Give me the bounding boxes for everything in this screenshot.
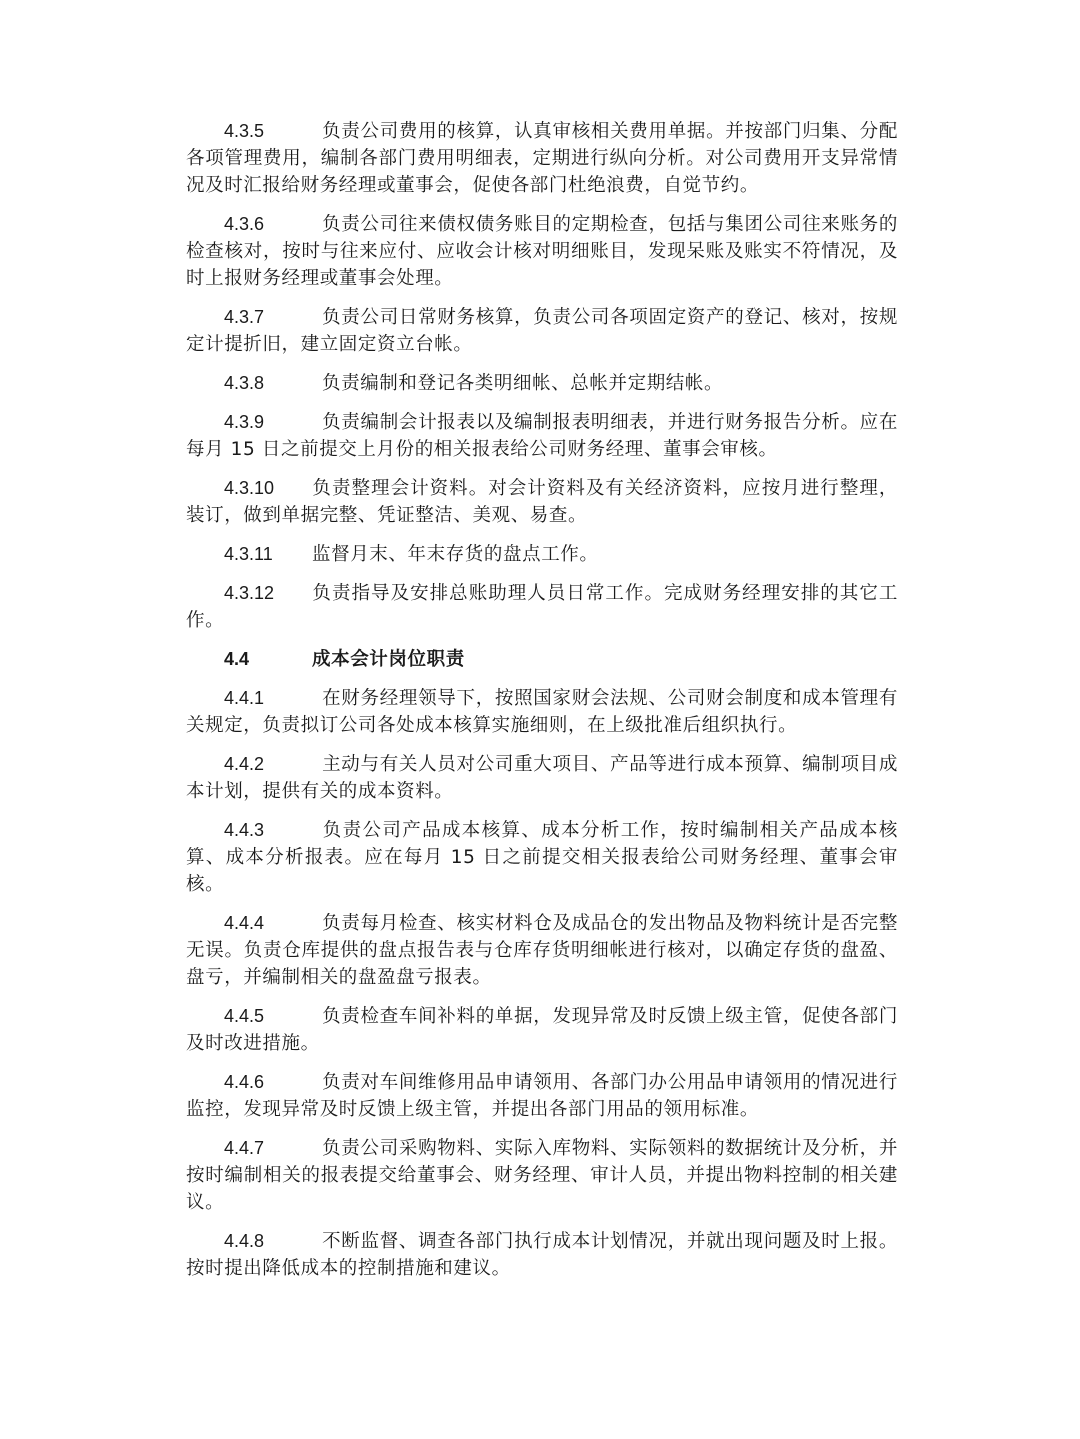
clause-number: 4.4.6 [224, 1072, 265, 1092]
clause-4-3-12 [186, 580, 898, 634]
section-title: 成本会计岗位职责 [312, 649, 465, 670]
clause-text: 负责公司往来债权债务账目的定期检查，包括与集团公司往来账务的检查核对，按时与往来应付、应收会计核对明细账目，发现呆账及账实不符情况，及时上报财务经理或董事会处理。 [186, 214, 898, 289]
clause-number: 4.3.8 [224, 373, 265, 393]
clause-text: 负责对车间维修用品申请领用、各部门办公用品申请领用的情况进行监控，发现异常及时反馈上级主管，并提出各部门用品的领用标准。 [186, 1072, 898, 1120]
clause-number: 4.3.6 [224, 214, 265, 234]
clause-number: 4.4.1 [224, 688, 265, 708]
clause-text: 负责公司产品成本核算、成本分析工作，按时编制相关产品成本核算、成本分析报表。应在每月 15 日之前提交相关报表给公司财务经理、董事会审核。 [186, 820, 898, 895]
clause-text: 负责指导及安排总账助理人员日常工作。完成财务经理安排的其它工作。 [186, 583, 898, 631]
clause-text: 不断监督、调查各部门执行成本计划情况，并就出现问题及时上报。按时提出降低成本的控制措施和建议。 [186, 1231, 898, 1279]
clause-4-3-7 [186, 304, 898, 358]
clause-number: 4.3.5 [224, 121, 265, 141]
clause-number: 4.4.7 [224, 1138, 265, 1158]
clause-4-3-10 [186, 475, 898, 529]
clause-text: 负责公司日常财务核算，负责公司各项固定资产的登记、核对，按规定计提折旧，建立固定资立台帐。 [186, 307, 898, 355]
clause-text: 负责编制会计报表以及编制报表明细表，并进行财务报告分析。应在每月 15 日之前提交上月份的相关报表给公司财务经理、董事会审核。 [186, 412, 898, 460]
clause-text: 在财务经理领导下，按照国家财会法规、公司财会制度和成本管理有关规定，负责拟订公司各处成本核算实施细则，在上级批准后组织执行。 [186, 688, 898, 736]
clause-text: 负责整理会计资料。对会计资料及有关经济资料，应按月进行整理，装订，做到单据完整、凭证整洁、美观、易查。 [186, 478, 898, 526]
clause-text: 监督月末、年末存货的盘点工作。 [312, 544, 599, 565]
clause-4-4-3 [186, 817, 898, 898]
clause-number: 4.3.11 [224, 544, 273, 564]
clause-4-3-5 [186, 118, 898, 199]
clause-text: 负责编制和登记各类明细帐、总帐并定期结帐。 [322, 373, 724, 394]
clause-4-3-11 [186, 541, 898, 568]
section-heading-4-4 [186, 646, 898, 673]
clause-number: 4.3.9 [224, 412, 265, 432]
clause-number: 4.3.12 [224, 583, 275, 603]
clause-4-3-9 [186, 409, 898, 463]
clause-4-4-7 [186, 1135, 898, 1216]
clause-number: 4.4.2 [224, 754, 265, 774]
clause-text: 负责检查车间补料的单据，发现异常及时反馈上级主管，促使各部门及时改进措施。 [186, 1006, 898, 1054]
clause-text: 负责公司采购物料、实际入库物料、实际领料的数据统计及分析，并按时编制相关的报表提交给董事会、财务经理、审计人员，并提出物料控制的相关建议。 [186, 1138, 898, 1213]
clause-4-4-5 [186, 1003, 898, 1057]
clause-number: 4.3.7 [224, 307, 265, 327]
clause-number: 4.4.3 [224, 820, 265, 840]
document-page [186, 118, 898, 1294]
clause-4-4-8 [186, 1228, 898, 1282]
clause-4-3-8 [186, 370, 898, 397]
clause-4-4-1 [186, 685, 898, 739]
clause-text: 负责每月检查、核实材料仓及成品仓的发出物品及物料统计是否完整无误。负责仓库提供的盘点报告表与仓库存货明细帐进行核对，以确定存货的盘盈、盘亏，并编制相关的盘盈盘亏报表。 [186, 913, 898, 988]
clause-4-4-2 [186, 751, 898, 805]
clause-number: 4.4.8 [224, 1231, 265, 1251]
section-number: 4.4 [224, 649, 250, 669]
clause-number: 4.4.4 [224, 913, 265, 933]
clause-number: 4.3.10 [224, 478, 275, 498]
clause-number: 4.4.5 [224, 1006, 265, 1026]
clause-4-4-4 [186, 910, 898, 991]
clause-4-4-6 [186, 1069, 898, 1123]
clause-text: 主动与有关人员对公司重大项目、产品等进行成本预算、编制项目成本计划，提供有关的成本资料。 [186, 754, 898, 802]
clause-text: 负责公司费用的核算，认真审核相关费用单据。并按部门归集、分配各项管理费用，编制各部门费用明细表，定期进行纵向分析。对公司费用开支异常情况及时汇报给财务经理或董事会，促使各部门杜绝浪费，自觉节约。 [186, 121, 898, 196]
clause-4-3-6 [186, 211, 898, 292]
